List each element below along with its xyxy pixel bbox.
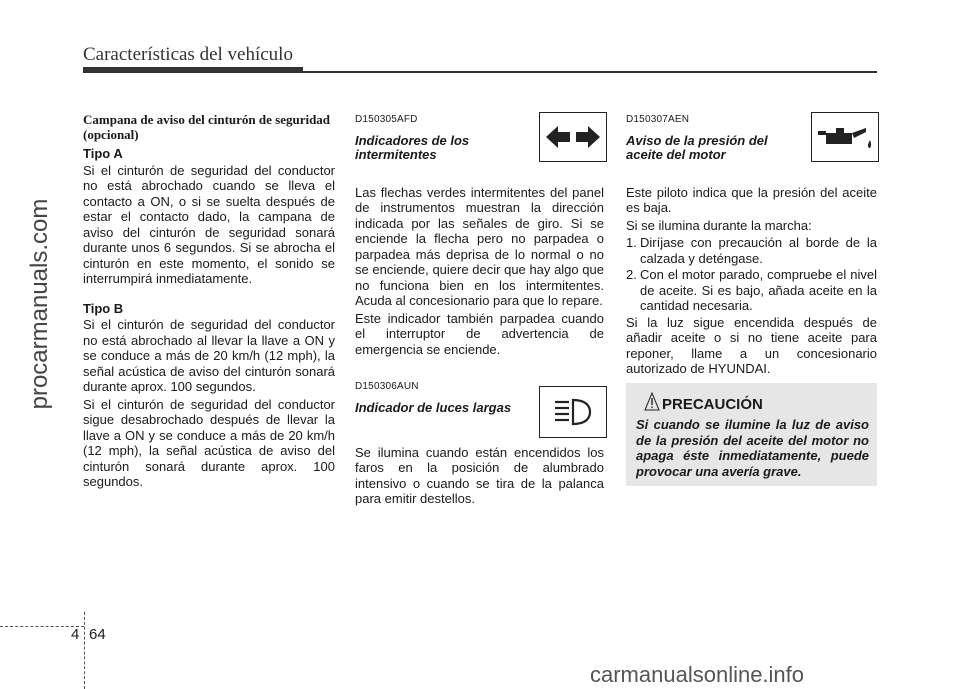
page-number: 64 [89,626,106,643]
column-indicators [355,112,604,509]
bottom-watermark: carmanualsonline.info [590,662,805,687]
chapter-number: 4 [71,626,80,643]
side-watermark: procarmanuals.com [26,198,53,410]
caution-text: Si cuando se ilumine la luz de aviso de la presión del aceite del motor no apaga éste inmediatamente, puede provocar una avería grave. [636,417,869,479]
oil-pressure-code: D150307AEN [626,114,690,125]
type-b-label: Tipo B [83,300,124,316]
oil-pressure-text-3: Si la luz sigue encendida después de añadir aceite o si no tiene aceite para reponer, llame a un concesionario autorizado de HYUNDAI. [626,314,877,376]
type-b-text-2: Si el cinturón de seguridad del conductor sigue desabrochado después de llevar la llave a ON y se conduce a más de 20 km/h (12 mph), la señal acústica de aviso del cinturón sonará durante aprox. 100 segundos. [83,396,335,489]
high-beam-title: Indicador de luces largas [355,399,512,415]
turn-signal-title: Indicadores de los intermitentes [355,132,470,162]
turn-signal-text-2: Este indicador también parpadea cuando el interruptor de advertencia de emergencia se enciende. [355,310,604,357]
column-seatbelt [83,112,335,492]
seatbelt-heading: Campana de aviso del cinturón de seguridad (opcional) [83,112,331,142]
header-rule-thin [83,71,877,73]
page-header-title: Características del vehículo [83,44,293,65]
caution-title: PRECAUCIÓN [662,396,763,413]
caution-box [626,383,877,486]
high-beam-text: Se ilumina cuando están encendidos los faros en la posición de alumbrado intensivo o cuando se tira de la palanca para emitir destellos. [355,444,604,506]
oil-pressure-title: Aviso de la presión del aceite del motor [626,132,768,162]
oil-pressure-text-1: Este piloto indica que la presión del aceite es baja. [626,184,877,215]
turn-signal-text-1: Las flechas verdes intermitentes del panel de instrumentos muestran la dirección indicada por las señales de giro. Si se enciende la flecha pero no parpadea o parpadea más deprisa de lo normal o no se enciende, quiere decir que hay algo que no funciona bien en los intermitentes. Acuda al concesionario para que lo repare. [355,184,604,308]
type-b-text-1: Si el cinturón de seguridad del conductor no está abrochado al llevar la llave a ON y se conduce a más de 20 km/h (12 mph), la señal acústica de aviso del cinturón sonará durante aprox. 100 segundos. [83,317,335,394]
list-item: 2. Con el motor parado, compruebe el nivel de aceite. Si es bajo, añada aceite en la cantidad necesaria. [626,267,877,313]
turn-signal-code: D150305AFD [355,114,418,125]
oil-pressure-text-2: Si se ilumina durante la marcha: [626,217,812,233]
high-beam-code: D150306AUN [355,381,419,392]
high-beam-icon [539,386,607,438]
list-item: 1. Diríjase con precaución al borde de la calzada y deténgase. [626,235,877,266]
oil-pressure-icon [811,112,879,162]
type-a-label: Tipo A [83,146,123,161]
turn-signal-arrows-icon [539,112,607,162]
warning-triangle-icon [644,392,660,417]
footer-divider [84,612,85,689]
oil-pressure-steps [626,235,877,314]
type-a-text: Si el cinturón de seguridad del conductor no está abrochado cuando se lleva el contacto a ON, o si se suelta después de estar el contacto dado, la campana de aviso del cinturón de seguridad sonará durante unos 6 segundos. Si se abrocha el cinturón en este momento, el sonido se interrumpirá inmediatamente. [83,162,335,286]
